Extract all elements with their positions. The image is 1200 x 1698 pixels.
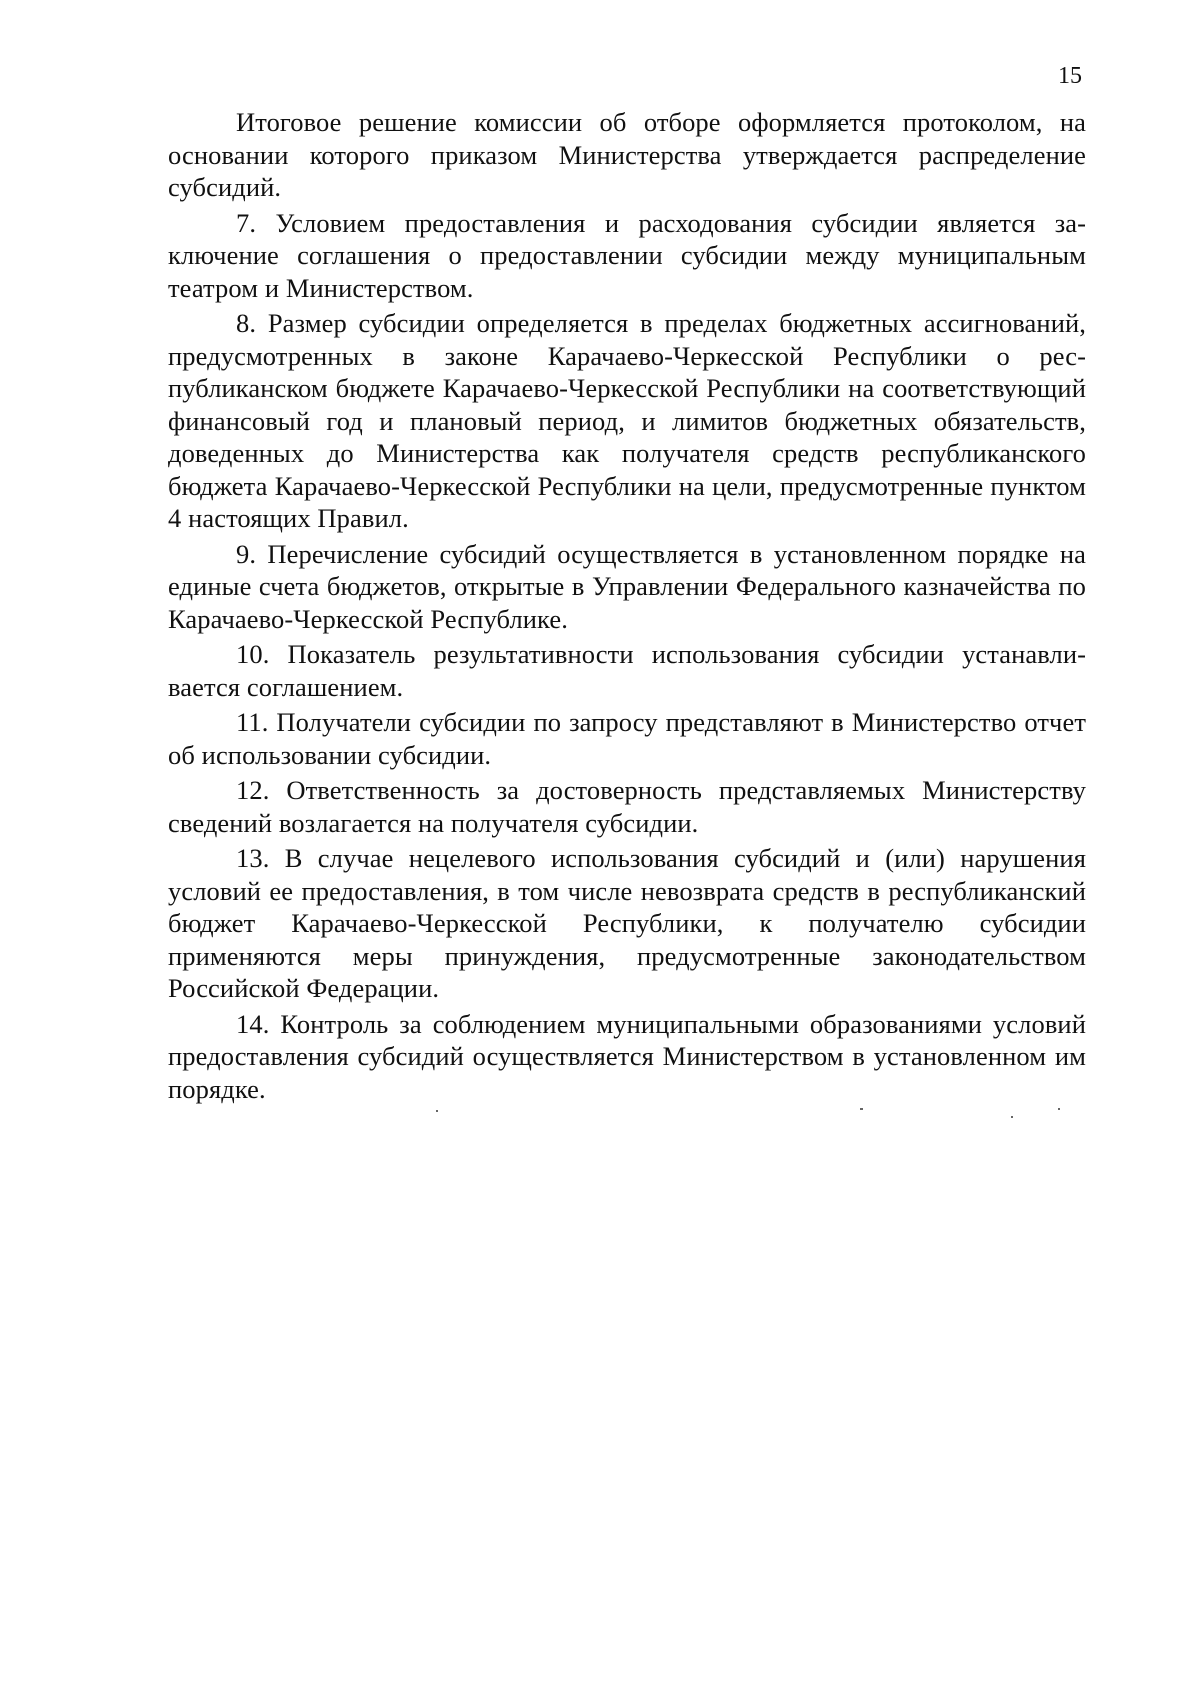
document-body	[168, 106, 1086, 1108]
paragraph-12: 12. Ответственность за достоверность представляемых Министерству сведений возлагается на получателя субсидии.	[168, 775, 1086, 838]
page-number: 15	[1058, 63, 1082, 89]
paragraph-final-decision: Итоговое решение комиссии об отборе оформляется протоколом, на основании которого приказом Министерства утверждается распределение субсидий.	[168, 107, 1086, 202]
paragraph-8: 8. Размер субсидии определяется в пределах бюджетных ассигнований, предусмотренных в законе Карачаево-Черкесской Республики о республиканском бюджете Карачаево-Черкесской Республики на соответствующий финансовый год и плановый период, и лимитов бюджетных обязательств, доведенных до Министерства как получателя средств республиканского бюджета Карачаево-Черкесской Республики на цели, предусмотренные пунктом 4 настоящих Правил.	[168, 308, 1086, 533]
paragraph-11: 11. Получатели субсидии по запросу представляют в Министерство отчет об использовании субсидии.	[168, 707, 1086, 770]
paragraph-13: 13. В случае нецелевого использования субсидий и (или) нарушения условий ее предоставления, в том числе невозврата средств в республиканский бюджет Карачаево-Черкесской Республики, к получателю субсидии применяются меры принуждения, предусмотренные законодательством Российской Федерации.	[168, 843, 1086, 1003]
scan-speck	[436, 1110, 438, 1112]
paragraph-14: 14. Контроль за соблюдением муниципальными образованиями условий предоставления субсидий осуществляется Министерством в установленном им порядке.	[168, 1008, 1086, 1104]
paragraph-10: 10. Показатель результативности использования субсидии устанавливается соглашением.	[168, 639, 1086, 702]
scan-speck	[860, 1108, 863, 1110]
scan-speck	[1011, 1116, 1013, 1118]
paragraph-7: 7. Условием предоставления и расходования субсидии является заключение соглашения о предоставлении субсидии между муниципальным театром и Министерством.	[168, 207, 1086, 303]
paragraph-9: 9. Перечисление субсидий осуществляется в установленном порядке на единые счета бюджетов, открытые в Управлении Федерального казначейства по Карачаево-Черкесской Республике.	[168, 538, 1086, 634]
scan-speck	[1058, 1108, 1060, 1110]
